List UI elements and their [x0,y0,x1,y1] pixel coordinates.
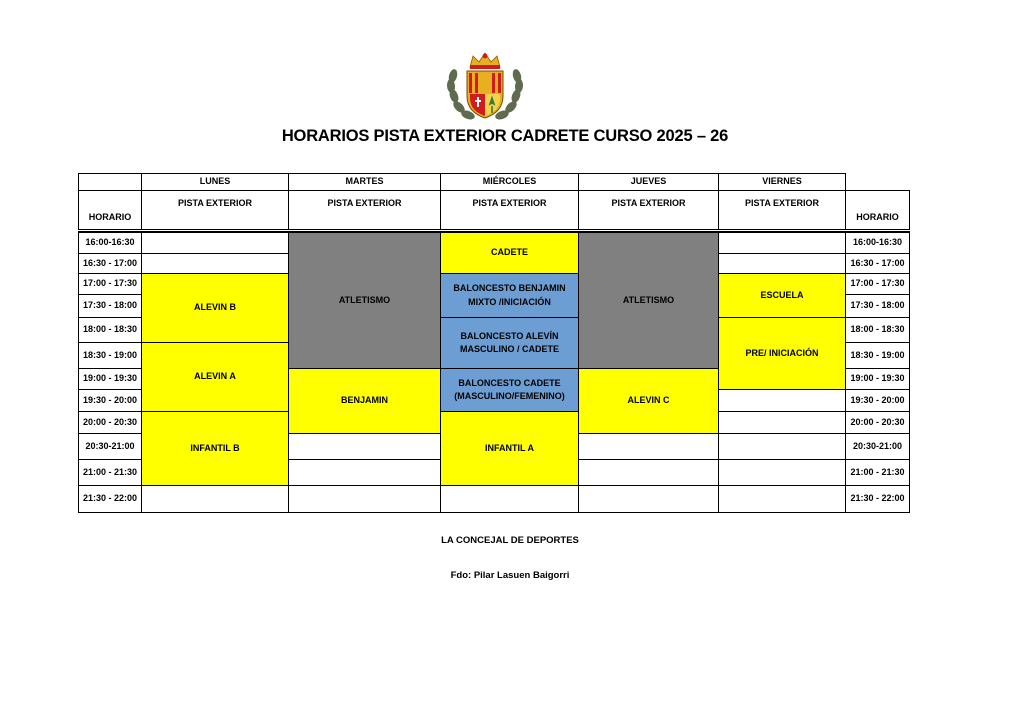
miercoles-baloncesto-cadete [440,368,579,412]
miercoles-baloncesto-benjamin-line1: BALONCESTO BENJAMIN [453,283,566,294]
miercoles-infantil-a: INFANTIL A [440,411,579,486]
miercoles-baloncesto-benjamin-line2: MIXTO /INICIACIÓN [468,296,551,307]
jueves-empty-2030 [578,433,719,460]
martes-empty-2130 [288,485,441,513]
miercoles-baloncesto-cadete-line2: (MASCULINO/FEMENINO) [454,391,565,401]
time-right-1800: 18:00 - 18:30 [845,317,910,343]
lunes-empty-1630 [141,253,289,274]
time-right-1730: 17:30 - 18:00 [845,294,910,318]
jueves-empty-2100 [578,459,719,486]
time-right-1900: 19:00 - 19:30 [845,368,910,390]
martes-benjamin: BENJAMIN [288,368,441,434]
lunes-infantil-b: INFANTIL B [141,411,289,486]
time-right-2000: 20:00 - 20:30 [845,411,910,434]
lunes-alevin-a: ALEVIN A [141,342,289,412]
time-left-1930: 19:30 - 20:00 [78,389,142,412]
viernes-empty-2130 [718,485,846,513]
time-left-1630: 16:30 - 17:00 [78,253,142,274]
martes-atletismo: ATLETISMO [288,232,441,369]
viernes-empty-1630 [718,253,846,274]
coat-of-arms-logo [440,50,530,122]
time-left-1730: 17:30 - 18:00 [78,294,142,318]
signer-role: LA CONCEJAL DE DEPORTES [441,535,579,546]
miercoles-baloncesto-alevin-line1: BALONCESTO ALEVÍN [460,330,559,341]
miercoles-empty-2130 [440,485,579,513]
miercoles-cadete: CADETE [440,232,579,274]
time-right-1600: 16:00-16:30 [845,232,910,254]
time-left-2000: 20:00 - 20:30 [78,411,142,434]
viernes-empty-2100 [718,459,846,486]
time-left-1700: 17:00 - 17:30 [78,273,142,295]
viernes-empty-2000 [718,411,846,434]
venue-header-miercoles: PISTA EXTERIOR [440,190,579,230]
time-right-1630: 16:30 - 17:00 [845,253,910,274]
miercoles-baloncesto-cadete-line1: BALONCESTO CADETE [458,377,561,388]
time-left-1800: 18:00 - 18:30 [78,317,142,343]
lunes-empty-2130 [141,485,289,513]
venue-header-viernes: PISTA EXTERIOR [718,190,846,230]
time-right-2030: 20:30-21:00 [845,433,910,460]
viernes-pre-iniciacion: PRE/ INICIACIÓN [718,317,846,390]
time-left-1900: 19:00 - 19:30 [78,368,142,390]
time-left-2100: 21:00 - 21:30 [78,459,142,486]
martes-empty-2030 [288,433,441,460]
day-header-viernes: VIERNES [718,173,846,191]
time-right-1700: 17:00 - 17:30 [845,273,910,295]
viernes-empty-1930 [718,389,846,412]
time-right-1830: 18:30 - 19:00 [845,342,910,369]
jueves-alevin-c: ALEVIN C [578,368,719,434]
horario-header-left: HORARIO [78,190,142,230]
viernes-empty-2030 [718,433,846,460]
viernes-empty-1600 [718,232,846,254]
time-left-1600: 16:00-16:30 [78,232,142,254]
horario-header-right: HORARIO [845,190,910,230]
time-left-2030: 20:30-21:00 [78,433,142,460]
lunes-alevin-b: ALEVIN B [141,273,289,343]
miercoles-baloncesto-alevin [440,317,579,369]
day-header-miercoles: MIÉRCOLES [440,173,579,191]
signature-line: Fdo: Pilar Lasuen Baigorri [450,570,570,581]
viernes-escuela: ESCUELA [718,273,846,318]
day-header-jueves: JUEVES [578,173,719,191]
venue-header-jueves: PISTA EXTERIOR [578,190,719,230]
martes-empty-2100 [288,459,441,486]
time-left-1830: 18:30 - 19:00 [78,342,142,369]
miercoles-baloncesto-alevin-line2: MASCULINO / CADETE [460,344,559,354]
time-right-2130: 21:30 - 22:00 [845,485,910,513]
venue-header-lunes: PISTA EXTERIOR [141,190,289,230]
miercoles-baloncesto-benjamin [440,273,579,318]
jueves-atletismo: ATLETISMO [578,232,719,369]
header-corner-left [78,173,142,191]
venue-header-martes: PISTA EXTERIOR [288,190,441,230]
day-header-lunes: LUNES [141,173,289,191]
time-left-2130: 21:30 - 22:00 [78,485,142,513]
time-right-2100: 21:00 - 21:30 [845,459,910,486]
page-title: HORARIOS PISTA EXTERIOR CADRETE CURSO 2025 – 26 [281,127,729,145]
time-right-1930: 19:30 - 20:00 [845,389,910,412]
day-header-martes: MARTES [288,173,441,191]
lunes-empty-1600 [141,232,289,254]
jueves-empty-2130 [578,485,719,513]
